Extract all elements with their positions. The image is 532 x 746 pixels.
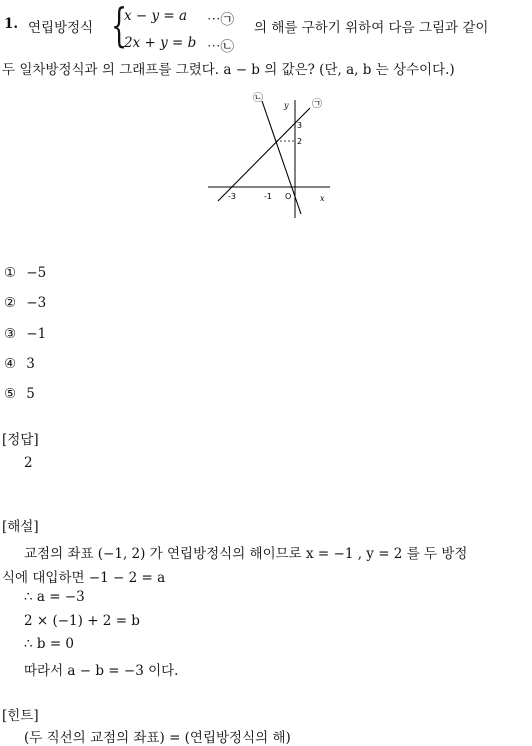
choice-1[interactable] xyxy=(4,265,46,281)
x-axis-label: x xyxy=(320,194,325,203)
answer-value: 2 xyxy=(24,455,33,471)
tick-label-2: 2 xyxy=(297,137,303,146)
answer-label: [정답] xyxy=(2,432,39,448)
equation-1: x − y = a xyxy=(124,8,188,24)
explanation-line-2: 식에 대입하면 −1 − 2 = a xyxy=(2,570,166,586)
choice-value: 3 xyxy=(26,356,35,372)
line-label-1: ㉠ xyxy=(312,99,322,110)
tick-label-3: 3 xyxy=(297,121,303,130)
explanation-line-1: 교점의 좌표 (−1, 2) 가 연립방정식의 해이므로 x = −1 , y = 2 를 두 방정 xyxy=(24,546,468,562)
origin-label: O xyxy=(285,192,292,201)
line-label-2: ㉡ xyxy=(253,93,263,104)
choice-marker: ③ xyxy=(4,326,17,342)
choice-3[interactable] xyxy=(4,326,46,342)
choice-2[interactable] xyxy=(4,295,46,311)
choice-value: −3 xyxy=(26,295,47,311)
explanation-line-5: ∴ b = 0 xyxy=(24,636,75,652)
explanation-line-3: ∴ a = −3 xyxy=(24,589,85,605)
tick-label-neg1: -1 xyxy=(264,192,272,201)
choice-4[interactable] xyxy=(4,356,35,372)
choice-5[interactable] xyxy=(4,386,35,402)
choice-value: −5 xyxy=(26,265,47,281)
hint-label: [힌트] xyxy=(2,708,39,724)
choice-marker: ④ xyxy=(4,356,17,372)
choice-marker: ② xyxy=(4,295,17,311)
graph-figure xyxy=(206,88,336,220)
hint-text: (두 직선의 교점의 좌표) = (연립방정식의 해) xyxy=(24,730,291,746)
choice-value: 5 xyxy=(26,386,35,402)
system-brace: { xyxy=(111,0,128,52)
question-text: 의 해를 구하기 위하여 다음 그림과 같이 xyxy=(254,20,489,36)
question-lead: 연립방정식 xyxy=(28,20,94,36)
equation-tag-2: ⋯㉡ xyxy=(207,39,234,55)
tick-label-neg3: -3 xyxy=(228,192,236,201)
y-axis-label: y xyxy=(284,101,289,110)
equation-2: 2x + y = b xyxy=(124,35,197,51)
explanation-line-6: 따라서 a − b = −3 이다. xyxy=(24,663,179,679)
choice-marker: ① xyxy=(4,265,17,281)
question-text-line2: 두 일차방정식과 의 그래프를 그렸다. a − b 의 값은? (단, a, b 는 상수이다.) xyxy=(2,62,455,78)
choice-marker: ⑤ xyxy=(4,386,17,402)
explanation-line-4: 2 × (−1) + 2 = b xyxy=(24,613,140,629)
explanation-label: [해설] xyxy=(2,519,39,535)
question-number: 1. xyxy=(4,16,19,32)
choice-value: −1 xyxy=(26,326,47,342)
equation-tag-1: ⋯㉠ xyxy=(207,12,234,28)
